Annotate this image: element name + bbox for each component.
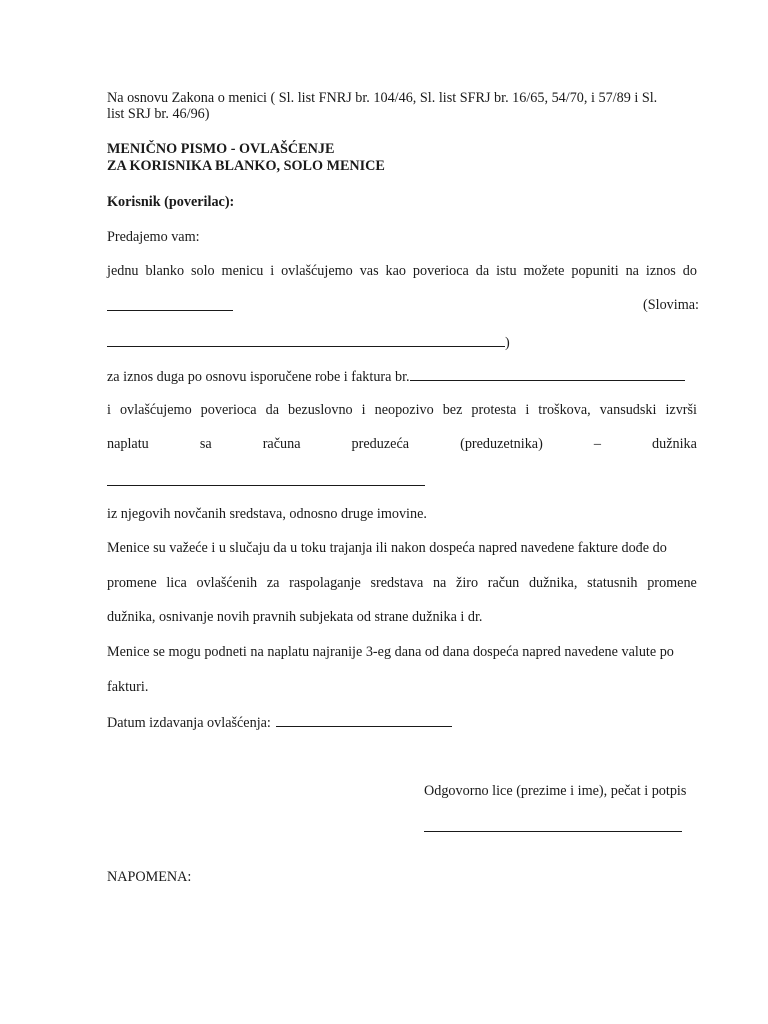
- word: ovlašćujemo: [281, 263, 353, 279]
- word: da: [475, 263, 490, 279]
- debtor-name-blank-field[interactable]: [107, 472, 425, 486]
- word: račun: [487, 575, 520, 591]
- word: lica: [166, 575, 187, 591]
- word: za: [266, 575, 280, 591]
- word: dužnika: [652, 436, 697, 452]
- word: i: [525, 402, 530, 418]
- paragraph-2-line-1: [107, 367, 697, 385]
- paragraph-3-line-4: iz njegovih novčanih sredstava, odnosno druge imovine.: [107, 506, 427, 522]
- word: ovlašćujemo: [119, 402, 192, 418]
- invoice-text: za iznos duga po osnovu isporučene robe i faktura br.: [107, 369, 410, 385]
- invoice-number-blank-field[interactable]: [410, 367, 685, 381]
- word: bezuslovno: [288, 402, 353, 418]
- word: na: [625, 263, 639, 279]
- word: i: [270, 263, 275, 279]
- word: popuniti: [571, 263, 619, 279]
- word: preduzeća: [351, 436, 410, 452]
- paragraph-3-line-2: [107, 436, 697, 452]
- word: iznos: [645, 263, 676, 279]
- word: kao: [385, 263, 407, 279]
- word: žiro: [456, 575, 479, 591]
- paragraph-1-line-2: [107, 297, 699, 313]
- word: statusnih: [587, 575, 638, 591]
- word: promene: [107, 575, 157, 591]
- intro-line-2: list SRJ br. 46/96): [107, 106, 210, 122]
- document-title-line-2: ZA KORISNIKA BLANKO, SOLO MENICE: [107, 158, 385, 174]
- slovima-label: (Slovima:: [643, 297, 699, 313]
- paragraph-5-line-1: Menice se mogu podneti na naplatu najranije 3-eg dana od dana dospeća napred navedene valute po: [107, 644, 674, 660]
- word: –: [593, 436, 601, 452]
- word: istu: [496, 263, 517, 279]
- paragraph-4-line-2: [107, 575, 697, 591]
- word: i: [361, 402, 366, 418]
- word: sa: [199, 436, 212, 452]
- paragraph-4-line-1: Menice su važeće i u slučaju da u toku trajanja ili nakon dospeća napred navedene fakture dođe do: [107, 540, 667, 556]
- word: solo: [190, 263, 215, 279]
- datum-label: Datum izdavanja ovlašćenja:: [107, 715, 271, 731]
- word: možete: [523, 263, 565, 279]
- paragraph-1-line-1: [107, 263, 697, 279]
- document-title-line-1: MENIČNO PISMO - OVLAŠĆENJE: [107, 141, 335, 157]
- word: do: [682, 263, 697, 279]
- amount-in-words-blank-field[interactable]: [107, 333, 505, 347]
- word: jednu: [107, 263, 139, 279]
- word: naplatu: [107, 436, 149, 452]
- word: dužnika,: [528, 575, 578, 591]
- word: poverioca: [200, 402, 257, 418]
- word: računa: [262, 436, 301, 452]
- napomena-label: NAPOMENA:: [107, 869, 192, 885]
- word: promene: [647, 575, 697, 591]
- word: (preduzetnika): [460, 436, 543, 452]
- word: na: [432, 575, 447, 591]
- paragraph-4-line-3: dužnika, osnivanje novih pravnih subjekata od strane dužnika i dr.: [107, 609, 483, 625]
- word: i: [107, 402, 111, 418]
- paragraph-5-line-2: fakturi.: [107, 679, 149, 695]
- word: bez: [442, 402, 463, 418]
- word: da: [265, 402, 280, 418]
- paragraph-1-line-3: [107, 333, 697, 351]
- signature-label: Odgovorno lice (prezime i ime), pečat i potpis: [424, 783, 687, 799]
- paragraph-3-line-1: [107, 402, 697, 418]
- amount-blank-field[interactable]: [107, 297, 233, 311]
- predajemo-text: Predajemo vam:: [107, 229, 200, 245]
- word: blanko: [145, 263, 185, 279]
- word: protesta: [471, 402, 517, 418]
- word: vas: [359, 263, 379, 279]
- word: menicu: [221, 263, 264, 279]
- word: troškova,: [538, 402, 591, 418]
- signature-blank-field[interactable]: [424, 818, 682, 832]
- word: neopozivo: [374, 402, 434, 418]
- word: ovlašćenih: [196, 575, 258, 591]
- signature-line: [424, 818, 684, 836]
- close-paren: ): [505, 335, 510, 351]
- word: poverioca: [412, 263, 469, 279]
- datum-line: [107, 713, 697, 731]
- intro-line-1: Na osnovu Zakona o menici ( Sl. list FNRJ br. 104/46, Sl. list SFRJ br. 16/65, 54/70, i 57/89 i Sl.: [107, 90, 658, 106]
- datum-blank-field[interactable]: [276, 713, 452, 727]
- paragraph-3-line-3: [107, 472, 697, 490]
- word: sredstava: [370, 575, 424, 591]
- korisnik-label: Korisnik (poverilac):: [107, 194, 235, 210]
- word: izvrši: [665, 402, 697, 418]
- word: raspolaganje: [289, 575, 361, 591]
- word: vansudski: [599, 402, 657, 418]
